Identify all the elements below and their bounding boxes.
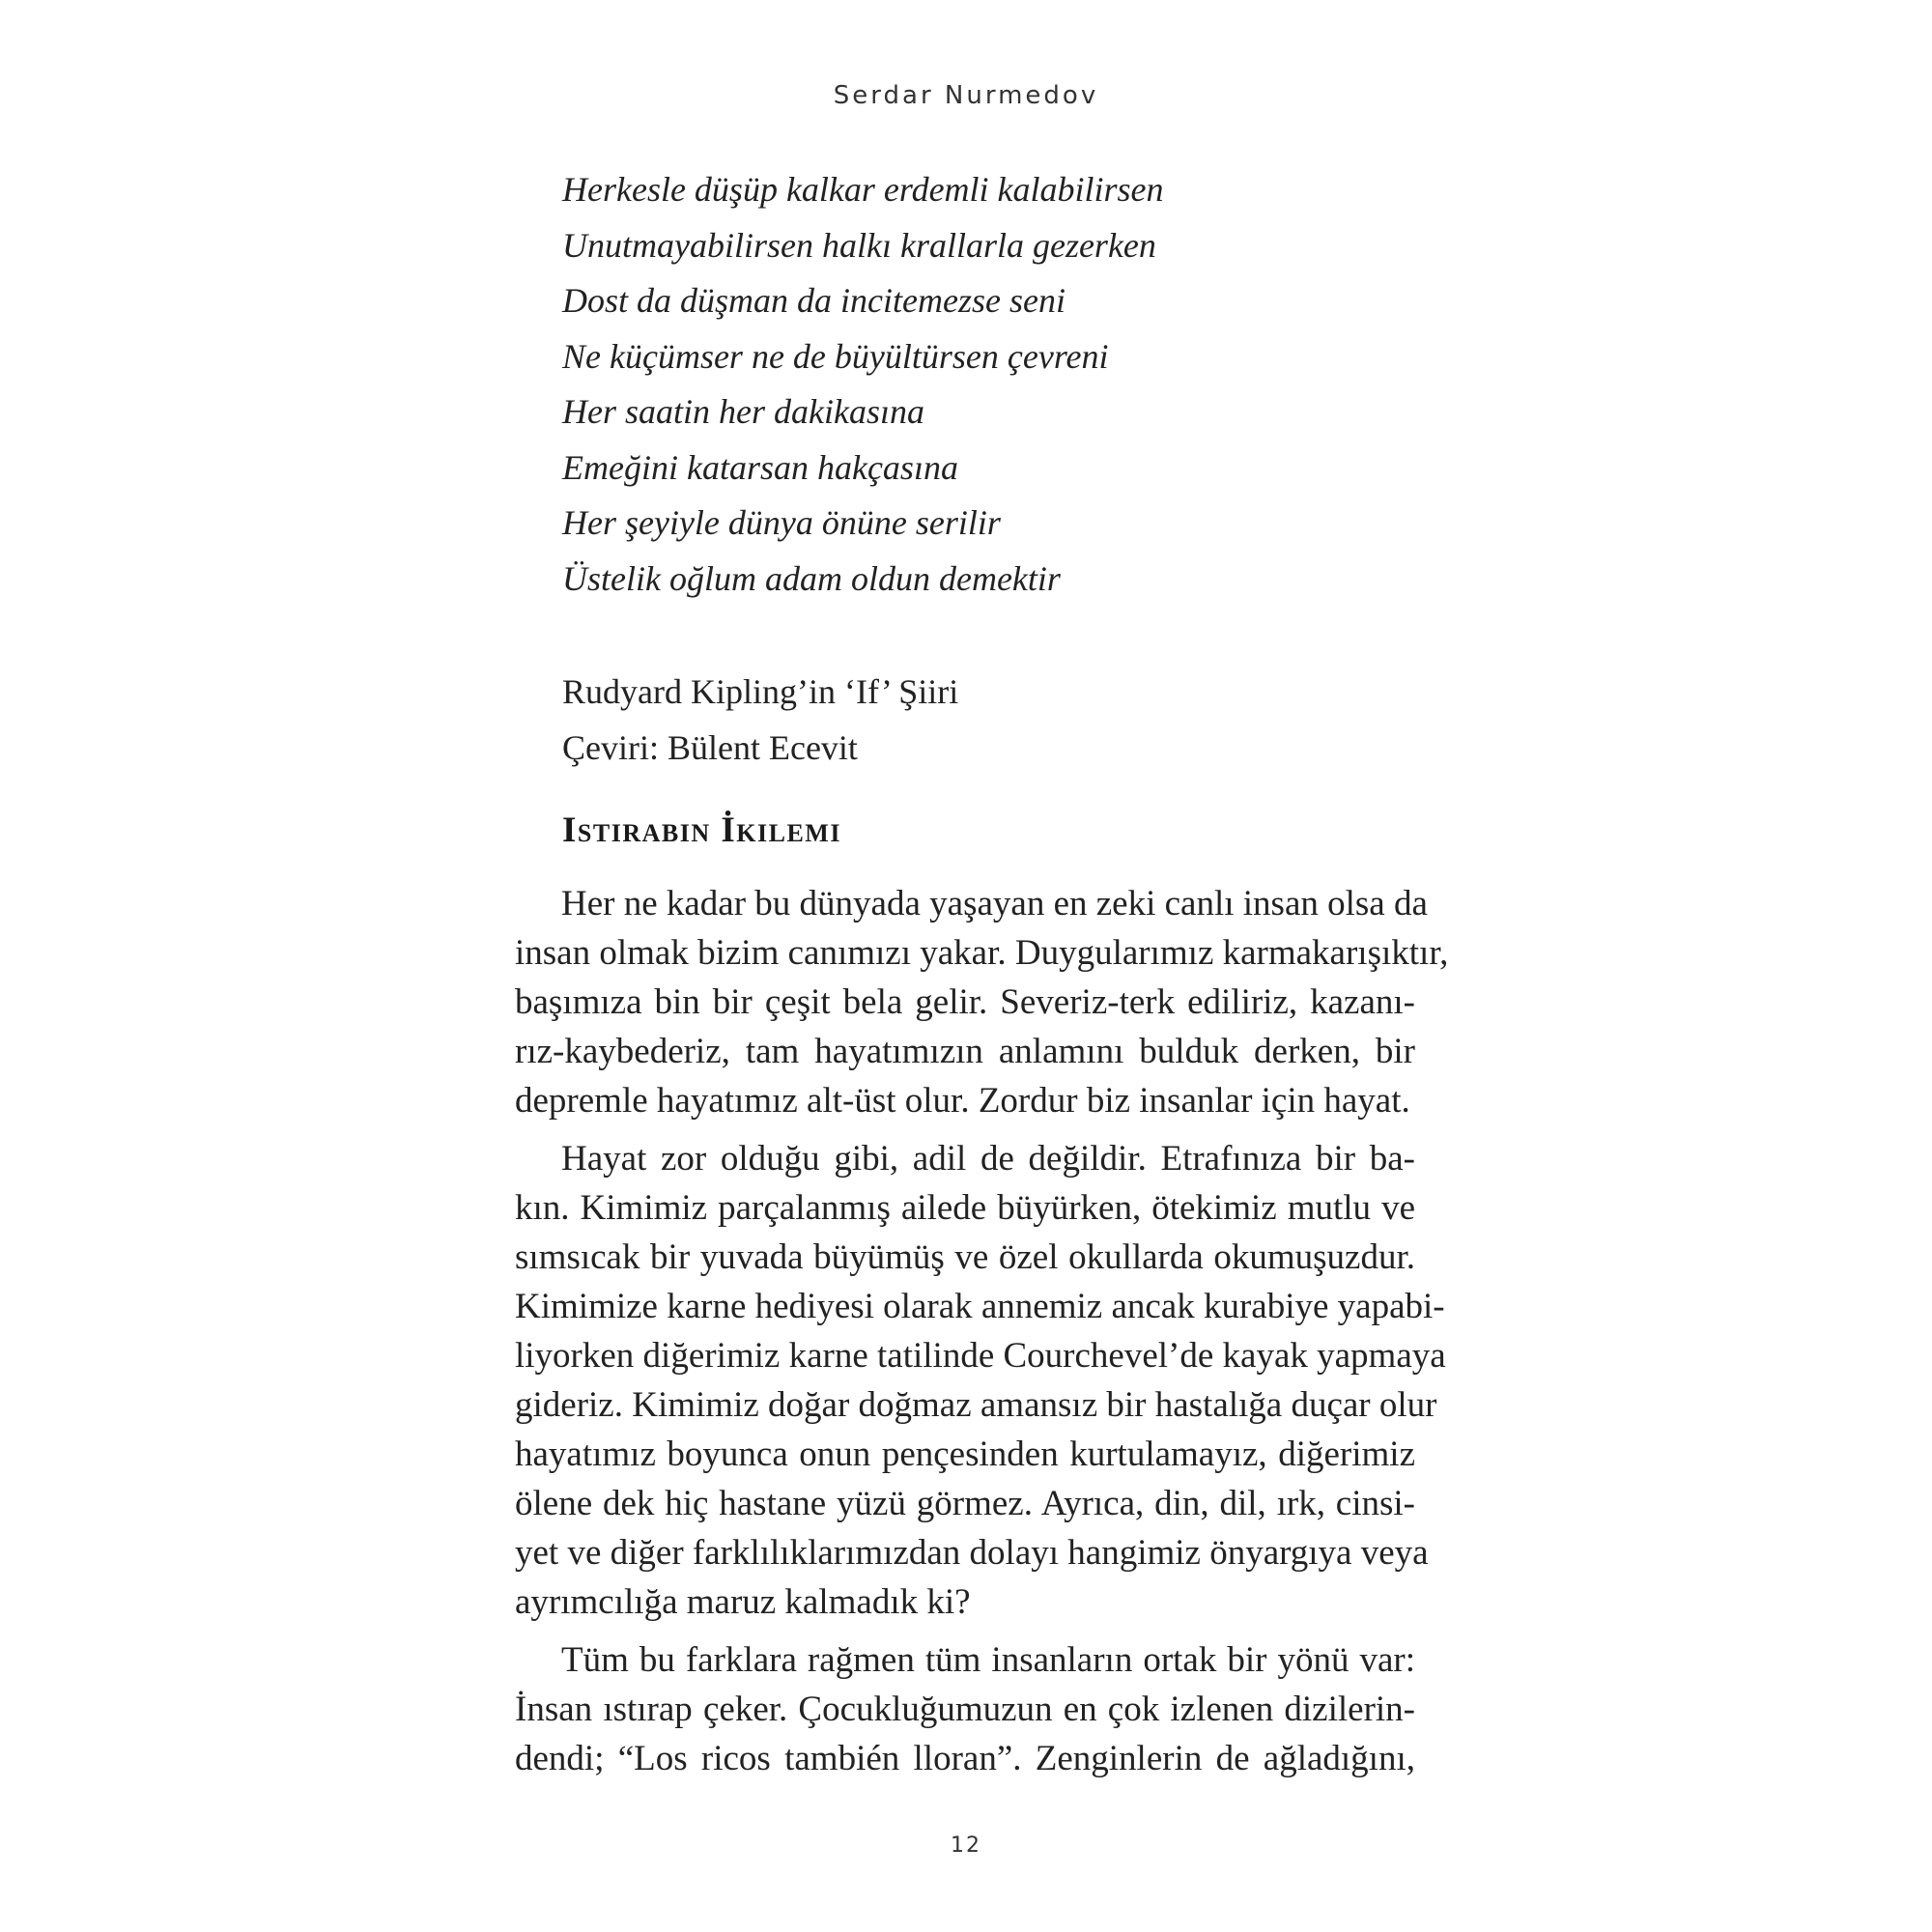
text-line: Her ne kadar bu dünyada yaşayan en zeki canlı insan olsa da (561, 884, 1428, 923)
text-line: dendi; “Los ricos también lloran”. Zenginlerin de ağladığını, (515, 1739, 1415, 1778)
paragraph (515, 1134, 1446, 1627)
text-line: ölene dek hiç hastane yüzü görmez. Ayrıca, din, dil, ırk, cinsi- (515, 1484, 1415, 1523)
text-line: başımıza bin bir çeşit bela gelir. Severiz-terk ediliriz, kazanı- (515, 982, 1415, 1022)
poem-attribution (562, 665, 1432, 776)
text-line: liyorken diğerimiz karne tatilinde Courchevel’de kayak yapmaya (515, 1336, 1446, 1376)
poem-line: Üstelik oğlum adam oldun demektir (562, 558, 1061, 598)
attribution-translator: Çeviri: Bülent Ecevit (562, 727, 858, 767)
text-line: insan olmak bizim canımızı yakar. Duygularımız karmakarışıktır, (515, 933, 1449, 973)
poem-line: Her saatin her dakikasına (562, 392, 924, 431)
poem-line: Unutmayabilirsen halkı krallarla gezerken (562, 225, 1156, 265)
text-line: ayrımcılığa maruz kalmadık ki? (515, 1582, 971, 1622)
text-line: gideriz. Kimimiz doğar doğmaz amansız bir hastalığa duçar olur (515, 1385, 1437, 1425)
poem-block (562, 162, 1432, 607)
body-text (515, 879, 1449, 1792)
text-line: rız-kaybederiz, tam hayatımızın anlamını bulduk derken, bir (515, 1032, 1415, 1071)
poem-line: Dost da düşman da incitemezse seni (562, 281, 1065, 320)
text-line: depremle hayatımız alt-üst olur. Zordur biz insanlar için hayat. (515, 1081, 1410, 1121)
paragraph (515, 1635, 1415, 1783)
text-line: kın. Kimimiz parçalanmış ailede büyürken, ötekimiz mutlu ve (515, 1188, 1415, 1228)
text-line: sımsıcak bir yuvada büyümüş ve özel okullarda okumuşuzdur. (515, 1237, 1415, 1277)
poem-line: Ne küçümser ne de büyültürsen çevreni (562, 336, 1109, 376)
text-line: Kimimize karne hediyesi olarak annemiz ancak kurabiye yapabi- (515, 1287, 1445, 1326)
attribution-source: Rudyard Kipling’in ‘If’ Şiiri (562, 672, 959, 711)
page-number: 12 (951, 1833, 981, 1858)
text-line: yet ve diğer farklılıklarımızdan dolayı hangimiz önyargıya veya (515, 1533, 1429, 1573)
running-head-author: Serdar Nurmedov (833, 81, 1099, 110)
text-line: Hayat zor olduğu gibi, adil de değildir. Etrafınıza bir ba- (561, 1139, 1415, 1179)
text-line: Tüm bu farklara rağmen tüm insanların ortak bir yönü var: (561, 1640, 1415, 1680)
poem-line: Herkesle düşüp kalkar erdemli kalabilirsen (562, 170, 1164, 209)
text-line: İnsan ıstırap çeker. Çocukluğumuzun en çok izlenen dizilerin- (515, 1690, 1415, 1729)
section-heading: Istırabın İkilemi (562, 810, 841, 850)
paragraph (515, 879, 1449, 1125)
poem-line: Her şeyiyle dünya önüne serilir (562, 503, 1001, 542)
text-line: hayatımız boyunca onun pençesinden kurtulamayız, diğerimiz (515, 1435, 1415, 1474)
poem-line: Emeğini katarsan hakçasına (562, 447, 958, 487)
